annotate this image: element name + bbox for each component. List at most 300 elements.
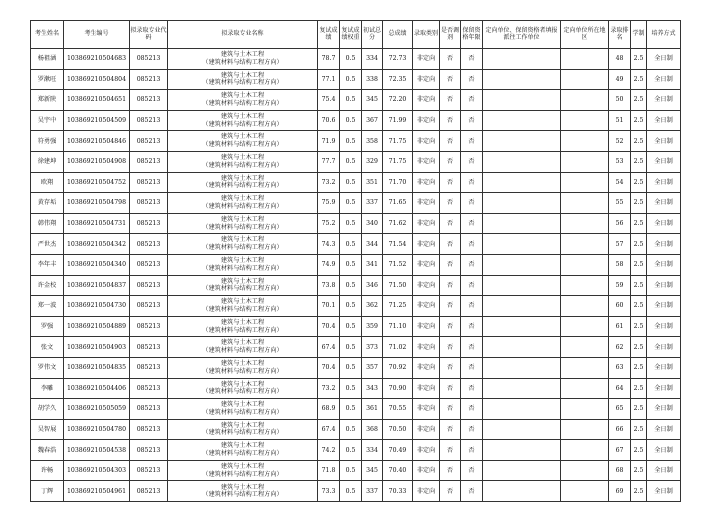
cell-initial: 358	[362, 131, 383, 152]
cell-total: 71.52	[383, 254, 413, 275]
cell-category: 非定向	[413, 90, 440, 111]
cell-total: 72.20	[383, 90, 413, 111]
major-name-line2: （建筑材料与结构工程方向）	[202, 388, 283, 396]
cell-weight: 0.5	[340, 357, 362, 378]
cell-unit	[483, 419, 561, 440]
cell-area	[561, 378, 609, 399]
cell-rank: 62	[609, 337, 631, 358]
cell-years: 2.5	[631, 296, 647, 317]
cell-name: 许金校	[31, 275, 64, 296]
cell-retest: 75.4	[318, 90, 340, 111]
cell-rank: 50	[609, 90, 631, 111]
cell-category: 非定向	[413, 419, 440, 440]
cell-category: 非定向	[413, 131, 440, 152]
cell-unit	[483, 481, 561, 502]
cell-total: 71.70	[383, 172, 413, 193]
cell-name: 徐建坤	[31, 151, 64, 172]
cell-keep: 否	[461, 110, 483, 131]
cell-adjust: 否	[440, 316, 461, 337]
cell-total: 71.99	[383, 110, 413, 131]
cell-total: 71.25	[383, 296, 413, 317]
table-row	[31, 90, 681, 111]
cell-keep: 否	[461, 151, 483, 172]
major-name-line2: （建筑材料与结构工程方向）	[202, 79, 283, 87]
cell-code: 085213	[130, 296, 168, 317]
cell-total: 71.10	[383, 316, 413, 337]
major-name-line2: （建筑材料与结构工程方向）	[202, 161, 283, 169]
cell-retest: 75.9	[318, 193, 340, 214]
cell-id: 103869210504804	[64, 69, 130, 90]
cell-area	[561, 172, 609, 193]
major-name-line1: 建筑与土木工程	[220, 92, 265, 100]
cell-keep: 否	[461, 399, 483, 420]
table-body	[31, 49, 681, 502]
cell-code: 085213	[130, 316, 168, 337]
cell-area	[561, 337, 609, 358]
cell-retest: 77.1	[318, 69, 340, 90]
major-name-line1: 建筑与土木工程	[220, 483, 265, 491]
cell-rank: 55	[609, 193, 631, 214]
cell-id: 103869210504731	[64, 213, 130, 234]
cell-adjust: 否	[440, 172, 461, 193]
cell-adjust: 否	[440, 131, 461, 152]
cell-major	[168, 337, 318, 358]
cell-major	[168, 213, 318, 234]
header-initial: 初试总分	[362, 21, 383, 49]
cell-total: 71.50	[383, 275, 413, 296]
cell-weight: 0.5	[340, 69, 362, 90]
cell-code: 085213	[130, 49, 168, 70]
cell-initial: 337	[362, 193, 383, 214]
major-name-line1: 建筑与土木工程	[220, 51, 265, 59]
cell-area	[561, 460, 609, 481]
cell-retest: 70.4	[318, 357, 340, 378]
cell-keep: 否	[461, 337, 483, 358]
cell-mode: 全日制	[647, 110, 681, 131]
cell-code: 085213	[130, 131, 168, 152]
cell-mode: 全日制	[647, 399, 681, 420]
cell-total: 70.50	[383, 419, 413, 440]
table-row	[31, 172, 681, 193]
major-name-line2: （建筑材料与结构工程方向）	[202, 202, 283, 210]
cell-name: 魏春浩	[31, 440, 64, 461]
cell-mode: 全日制	[647, 357, 681, 378]
cell-category: 非定向	[413, 460, 440, 481]
cell-id: 103869210504798	[64, 193, 130, 214]
cell-area	[561, 275, 609, 296]
cell-unit	[483, 296, 561, 317]
cell-category: 非定向	[413, 275, 440, 296]
major-name-line2: （建筑材料与结构工程方向）	[202, 244, 283, 252]
cell-rank: 59	[609, 275, 631, 296]
table-row	[31, 275, 681, 296]
cell-keep: 否	[461, 254, 483, 275]
cell-major	[168, 151, 318, 172]
cell-unit	[483, 254, 561, 275]
cell-major	[168, 193, 318, 214]
major-name-line2: （建筑材料与结构工程方向）	[202, 367, 283, 375]
cell-name: 罗伟文	[31, 357, 64, 378]
cell-code: 085213	[130, 90, 168, 111]
table-row	[31, 399, 681, 420]
table-row	[31, 419, 681, 440]
cell-major	[168, 419, 318, 440]
cell-category: 非定向	[413, 378, 440, 399]
cell-code: 085213	[130, 481, 168, 502]
cell-category: 非定向	[413, 254, 440, 275]
cell-keep: 否	[461, 131, 483, 152]
cell-category: 非定向	[413, 296, 440, 317]
cell-years: 2.5	[631, 151, 647, 172]
cell-adjust: 否	[440, 419, 461, 440]
cell-category: 非定向	[413, 399, 440, 420]
cell-weight: 0.5	[340, 440, 362, 461]
cell-years: 2.5	[631, 357, 647, 378]
major-name-line1: 建筑与土木工程	[220, 298, 265, 306]
cell-total: 70.33	[383, 481, 413, 502]
header-weight: 复试成绩权重	[340, 21, 362, 49]
cell-mode: 全日制	[647, 213, 681, 234]
table-row	[31, 49, 681, 70]
cell-unit	[483, 49, 561, 70]
cell-major	[168, 378, 318, 399]
cell-initial: 345	[362, 90, 383, 111]
cell-rank: 52	[609, 131, 631, 152]
cell-unit	[483, 440, 561, 461]
cell-mode: 全日制	[647, 440, 681, 461]
cell-name: 郑一波	[31, 296, 64, 317]
cell-keep: 否	[461, 378, 483, 399]
cell-initial: 368	[362, 419, 383, 440]
cell-mode: 全日制	[647, 90, 681, 111]
cell-adjust: 否	[440, 357, 461, 378]
cell-major	[168, 234, 318, 255]
cell-category: 非定向	[413, 316, 440, 337]
cell-name: 严世杰	[31, 234, 64, 255]
cell-total: 70.92	[383, 357, 413, 378]
cell-id: 103869210504651	[64, 90, 130, 111]
cell-total: 70.40	[383, 460, 413, 481]
cell-major	[168, 316, 318, 337]
cell-major	[168, 90, 318, 111]
cell-total: 71.54	[383, 234, 413, 255]
cell-adjust: 否	[440, 234, 461, 255]
cell-area	[561, 49, 609, 70]
major-name-line1: 建筑与土木工程	[220, 401, 265, 409]
cell-adjust: 否	[440, 275, 461, 296]
cell-name: 欧翔	[31, 172, 64, 193]
cell-unit	[483, 275, 561, 296]
cell-initial: 337	[362, 481, 383, 502]
cell-weight: 0.5	[340, 460, 362, 481]
cell-initial: 359	[362, 316, 383, 337]
cell-initial: 329	[362, 151, 383, 172]
table-row	[31, 460, 681, 481]
cell-mode: 全日制	[647, 460, 681, 481]
cell-name: 杨祖涵	[31, 49, 64, 70]
major-name-line1: 建筑与土木工程	[220, 174, 265, 182]
cell-rank: 53	[609, 151, 631, 172]
cell-rank: 48	[609, 49, 631, 70]
major-name-line1: 建筑与土木工程	[220, 154, 265, 162]
cell-area	[561, 69, 609, 90]
major-name-line2: （建筑材料与结构工程方向）	[202, 264, 283, 272]
header-rank: 录取排名	[609, 21, 631, 49]
major-name-line1: 建筑与土木工程	[220, 359, 265, 367]
cell-initial: 338	[362, 69, 383, 90]
cell-weight: 0.5	[340, 316, 362, 337]
cell-years: 2.5	[631, 378, 647, 399]
cell-mode: 全日制	[647, 275, 681, 296]
cell-weight: 0.5	[340, 254, 362, 275]
header-keep: 保留资格年限	[461, 21, 483, 49]
cell-years: 2.5	[631, 440, 647, 461]
cell-rank: 66	[609, 419, 631, 440]
cell-area	[561, 151, 609, 172]
cell-area	[561, 296, 609, 317]
cell-retest: 73.3	[318, 481, 340, 502]
cell-area	[561, 131, 609, 152]
cell-rank: 67	[609, 440, 631, 461]
cell-rank: 51	[609, 110, 631, 131]
cell-name: 韩伟翔	[31, 213, 64, 234]
cell-unit	[483, 213, 561, 234]
cell-id: 103869210504342	[64, 234, 130, 255]
cell-area	[561, 440, 609, 461]
cell-keep: 否	[461, 172, 483, 193]
cell-id: 103869210504780	[64, 419, 130, 440]
cell-keep: 否	[461, 440, 483, 461]
cell-name: 黄存垢	[31, 193, 64, 214]
cell-years: 2.5	[631, 254, 647, 275]
cell-unit	[483, 151, 561, 172]
cell-retest: 73.2	[318, 172, 340, 193]
cell-weight: 0.5	[340, 481, 362, 502]
cell-adjust: 否	[440, 110, 461, 131]
cell-weight: 0.5	[340, 337, 362, 358]
cell-major	[168, 296, 318, 317]
major-name-line1: 建筑与土木工程	[220, 133, 265, 141]
cell-mode: 全日制	[647, 337, 681, 358]
major-name-line2: （建筑材料与结构工程方向）	[202, 305, 283, 313]
cell-retest: 78.7	[318, 49, 340, 70]
cell-major	[168, 69, 318, 90]
major-name-line2: （建筑材料与结构工程方向）	[202, 120, 283, 128]
cell-unit	[483, 460, 561, 481]
major-name-line1: 建筑与土木工程	[220, 339, 265, 347]
cell-adjust: 否	[440, 481, 461, 502]
header-row	[31, 21, 681, 49]
cell-code: 085213	[130, 399, 168, 420]
header-adjust: 是否调剂	[440, 21, 461, 49]
cell-adjust: 否	[440, 399, 461, 420]
cell-category: 非定向	[413, 49, 440, 70]
cell-code: 085213	[130, 378, 168, 399]
cell-retest: 68.9	[318, 399, 340, 420]
cell-name: 吴智展	[31, 419, 64, 440]
cell-name: 符勇强	[31, 131, 64, 152]
cell-major	[168, 49, 318, 70]
cell-mode: 全日制	[647, 254, 681, 275]
cell-category: 非定向	[413, 337, 440, 358]
cell-rank: 58	[609, 254, 631, 275]
major-name-line2: （建筑材料与结构工程方向）	[202, 408, 283, 416]
header-area: 定向单位所在地区	[561, 21, 609, 49]
cell-area	[561, 110, 609, 131]
cell-category: 非定向	[413, 69, 440, 90]
table-row	[31, 254, 681, 275]
table-row	[31, 316, 681, 337]
cell-mode: 全日制	[647, 481, 681, 502]
major-name-line1: 建筑与土木工程	[220, 71, 265, 79]
cell-mode: 全日制	[647, 419, 681, 440]
cell-adjust: 否	[440, 193, 461, 214]
cell-retest: 71.8	[318, 460, 340, 481]
cell-initial: 345	[362, 460, 383, 481]
cell-code: 085213	[130, 172, 168, 193]
major-name-line1: 建筑与土木工程	[220, 380, 265, 388]
cell-unit	[483, 337, 561, 358]
cell-code: 085213	[130, 357, 168, 378]
table-row	[31, 378, 681, 399]
cell-adjust: 否	[440, 378, 461, 399]
cell-adjust: 否	[440, 49, 461, 70]
cell-unit	[483, 131, 561, 152]
table-row	[31, 357, 681, 378]
header-id: 考生编号	[64, 21, 130, 49]
cell-retest: 70.1	[318, 296, 340, 317]
major-name-line1: 建筑与土木工程	[220, 256, 265, 264]
cell-weight: 0.5	[340, 234, 362, 255]
major-name-line2: （建筑材料与结构工程方向）	[202, 470, 283, 478]
cell-code: 085213	[130, 337, 168, 358]
cell-id: 103869210504340	[64, 254, 130, 275]
cell-mode: 全日制	[647, 296, 681, 317]
cell-unit	[483, 90, 561, 111]
cell-adjust: 否	[440, 151, 461, 172]
cell-years: 2.5	[631, 234, 647, 255]
cell-years: 2.5	[631, 399, 647, 420]
cell-code: 085213	[130, 193, 168, 214]
cell-retest: 67.4	[318, 337, 340, 358]
cell-rank: 57	[609, 234, 631, 255]
table-row	[31, 481, 681, 502]
cell-initial: 361	[362, 399, 383, 420]
header-major: 拟录取专业名称	[168, 21, 318, 49]
cell-retest: 70.4	[318, 316, 340, 337]
cell-category: 非定向	[413, 234, 440, 255]
cell-total: 71.65	[383, 193, 413, 214]
cell-mode: 全日制	[647, 49, 681, 70]
cell-code: 085213	[130, 460, 168, 481]
admission-table	[30, 20, 681, 502]
cell-area	[561, 399, 609, 420]
cell-code: 085213	[130, 234, 168, 255]
cell-name: 许畅	[31, 460, 64, 481]
cell-years: 2.5	[631, 419, 647, 440]
cell-unit	[483, 378, 561, 399]
table-row	[31, 193, 681, 214]
cell-major	[168, 131, 318, 152]
cell-category: 非定向	[413, 440, 440, 461]
cell-retest: 74.3	[318, 234, 340, 255]
cell-years: 2.5	[631, 316, 647, 337]
cell-weight: 0.5	[340, 275, 362, 296]
cell-category: 非定向	[413, 193, 440, 214]
cell-mode: 全日制	[647, 234, 681, 255]
cell-adjust: 否	[440, 213, 461, 234]
cell-years: 2.5	[631, 131, 647, 152]
cell-id: 103869210504961	[64, 481, 130, 502]
header-retest: 复试成绩	[318, 21, 340, 49]
cell-code: 085213	[130, 151, 168, 172]
cell-rank: 64	[609, 378, 631, 399]
cell-code: 085213	[130, 254, 168, 275]
cell-category: 非定向	[413, 172, 440, 193]
major-name-line2: （建筑材料与结构工程方向）	[202, 429, 283, 437]
cell-area	[561, 481, 609, 502]
cell-rank: 69	[609, 481, 631, 502]
cell-code: 085213	[130, 69, 168, 90]
cell-rank: 68	[609, 460, 631, 481]
cell-major	[168, 172, 318, 193]
cell-years: 2.5	[631, 213, 647, 234]
cell-initial: 357	[362, 357, 383, 378]
cell-area	[561, 90, 609, 111]
cell-rank: 61	[609, 316, 631, 337]
cell-category: 非定向	[413, 357, 440, 378]
cell-initial: 343	[362, 378, 383, 399]
cell-rank: 63	[609, 357, 631, 378]
cell-id: 103869210504908	[64, 151, 130, 172]
cell-category: 非定向	[413, 110, 440, 131]
cell-years: 2.5	[631, 49, 647, 70]
cell-keep: 否	[461, 481, 483, 502]
table-row	[31, 440, 681, 461]
cell-name: 李年丰	[31, 254, 64, 275]
cell-total: 71.02	[383, 337, 413, 358]
table-row	[31, 131, 681, 152]
cell-adjust: 否	[440, 460, 461, 481]
cell-name: 罗强	[31, 316, 64, 337]
cell-area	[561, 213, 609, 234]
major-name-line2: （建筑材料与结构工程方向）	[202, 491, 283, 499]
major-name-line2: （建筑材料与结构工程方向）	[202, 326, 283, 334]
cell-major	[168, 357, 318, 378]
cell-id: 103869210504837	[64, 275, 130, 296]
table-row	[31, 337, 681, 358]
cell-major	[168, 440, 318, 461]
cell-id: 103869210505059	[64, 399, 130, 420]
cell-unit	[483, 193, 561, 214]
cell-adjust: 否	[440, 440, 461, 461]
cell-keep: 否	[461, 357, 483, 378]
major-name-line2: （建筑材料与结构工程方向）	[202, 99, 283, 107]
cell-weight: 0.5	[340, 172, 362, 193]
major-name-line2: （建筑材料与结构工程方向）	[202, 450, 283, 458]
cell-unit	[483, 172, 561, 193]
cell-weight: 0.5	[340, 419, 362, 440]
cell-id: 103869210504889	[64, 316, 130, 337]
header-name: 考生姓名	[31, 21, 64, 49]
cell-unit	[483, 234, 561, 255]
cell-adjust: 否	[440, 69, 461, 90]
cell-retest: 77.7	[318, 151, 340, 172]
cell-total: 70.90	[383, 378, 413, 399]
cell-adjust: 否	[440, 296, 461, 317]
major-name-line1: 建筑与土木工程	[220, 195, 265, 203]
cell-id: 103869210504846	[64, 131, 130, 152]
